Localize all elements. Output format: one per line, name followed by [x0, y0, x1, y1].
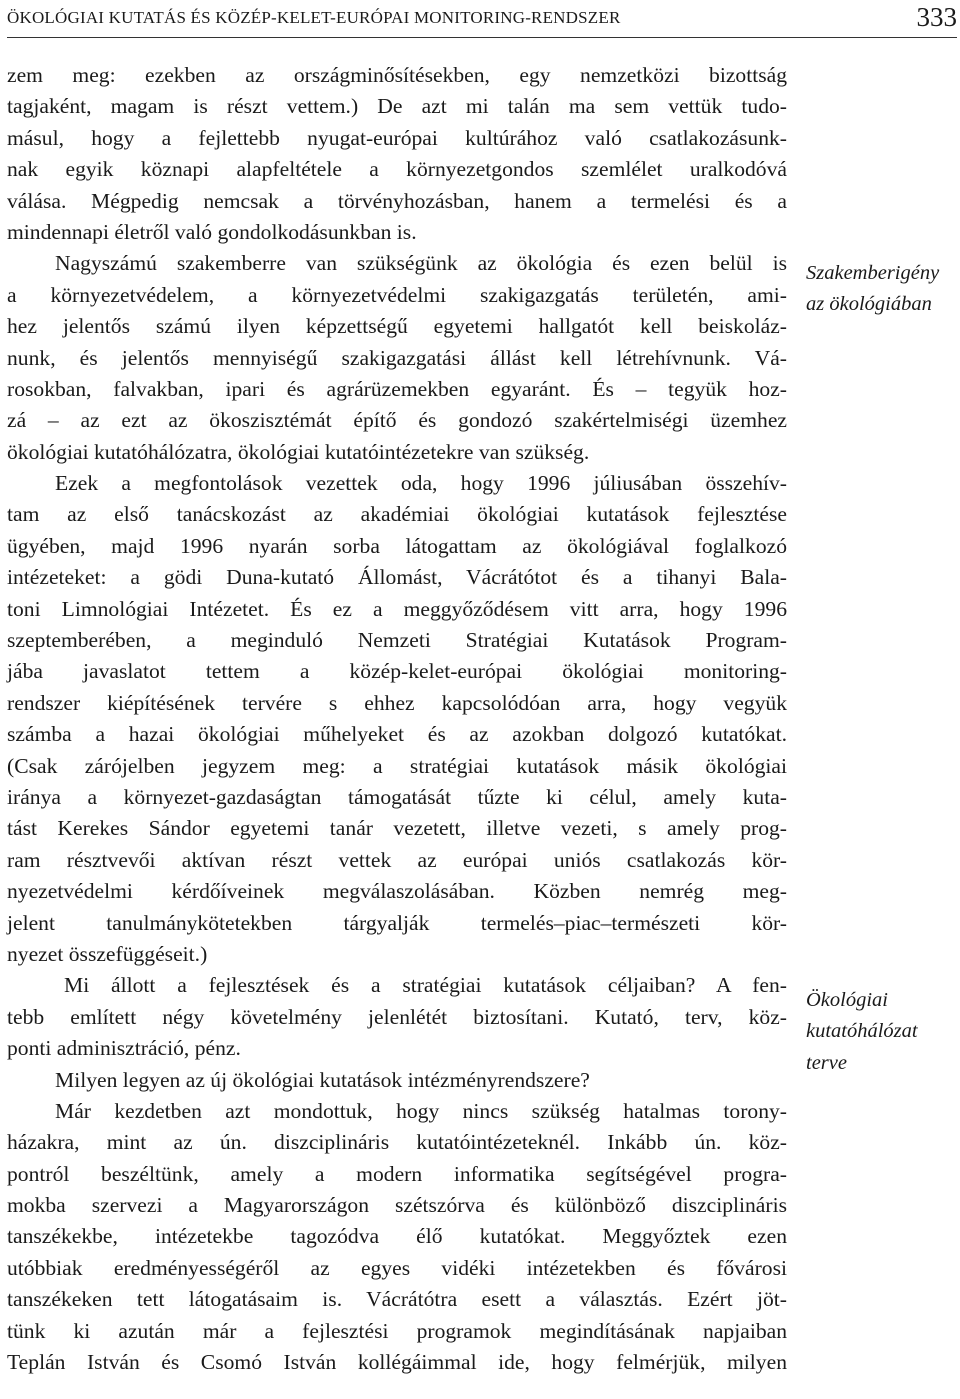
- text-line: zem meg: ezekben az országminősítésekben, egy nemzetközi bizottság: [7, 63, 787, 87]
- text-line: Ezek a megfontolások vezettek oda, hogy 1996 júliusában összehív-: [55, 471, 787, 496]
- running-head: ÖKOLÓGIAI KUTATÁS ÉS KÖZÉP-KELET-EURÓPAI MONITORING-RENDSZER: [7, 8, 621, 27]
- text-line: házakra, mint az ún. diszciplináris kutatóintézeteknél. Inkább ún. köz-: [7, 1130, 787, 1155]
- text-line: hez jelentős számú ilyen képzettségű egyetemi hallgatót kell beiskoláz-: [7, 314, 787, 339]
- text-line: mokba szervezi a Magyarországon szétszórva és különböző diszciplináris: [7, 1193, 787, 1218]
- text-line: számba a hazai ökológiai műhelyeket és az azokban dolgozó kutatókat.: [7, 722, 787, 747]
- margin-note-line: Szakemberigény: [806, 262, 940, 284]
- text-line: iránya a környezet-gazdaságtan támogatását tűzte ki célul, amely kuta-: [7, 784, 787, 809]
- margin-note-line: az ökológiában: [806, 293, 932, 316]
- text-line: válása. Mégpedig nemcsak a törvényhozásban, hanem a termelési és a: [7, 188, 787, 213]
- text-line: tam az első tanácskozást az akadémiai ökológiai kutatások fejlesztése: [7, 502, 787, 527]
- text-line: Milyen legyen az új ökológiai kutatások intézményrendszere?: [55, 1067, 590, 1092]
- text-line: pontról beszéltünk, amely a modern informatika segítségével progra-: [7, 1161, 787, 1186]
- text-line: ökológiai kutatóhálózatra, ökológiai kutatóintézetekre van szükség.: [7, 439, 590, 464]
- text-line: Már kezdetben azt mondottuk, hogy nincs szükség hatalmas torony-: [55, 1098, 787, 1123]
- text-line: Mi állott a fejlesztések és a stratégiai kutatások céljaiban? A fen-: [64, 973, 787, 998]
- text-line: Nagyszámú szakemberre van szükségünk az ökológia és ezen belül is: [55, 251, 787, 276]
- text-line: ügyében, majd 1996 nyarán sorba látogattam az ökológiával foglalkozó: [7, 533, 787, 558]
- text-line: Teplán István és Csomó István kollégáimmal ide, hogy felmérjük, milyen: [7, 1350, 787, 1375]
- text-line: tagjaként, magam is részt vettem.) De azt mi talán ma sem vettük tudo-: [7, 94, 787, 119]
- text-line: másul, hogy a fejlettebb nyugat-európai kultúrához való csatlakozásunk-: [7, 125, 787, 150]
- text-line: tanszékekbe, intézetekbe tagozódva élő kutatókat. Meggyőztek ezen: [7, 1224, 787, 1249]
- margin-note-line: kutatóhálózat: [806, 1020, 918, 1043]
- text-line: tást Kerekes Sándor egyetemi tanár vezetett, illetve vezeti, s amely prog-: [7, 816, 787, 841]
- text-line: nyezetvédelmi kérdőíveinek megválaszolásában. Közben nemrég meg-: [7, 879, 787, 904]
- text-line: toni Limnológiai Intézetet. És ez a meggyőződésem vitt arra, hogy 1996: [7, 596, 787, 621]
- text-line: rosokban, falvakban, ipari és agrárüzemekben egyaránt. És – tegyük hoz-: [7, 376, 787, 401]
- text-line: jelent tanulmánykötetekben tárgyalják termelés–piac–természeti kör-: [7, 910, 787, 935]
- margin-note-expert-demand: [806, 258, 956, 321]
- text-line: tünk ki azután már a fejlesztési programok megindításának napjaiban: [7, 1318, 787, 1343]
- text-line: tanszékeken tett látogatásaim is. Vácrátótra esett a választás. Ezért jöt-: [7, 1287, 787, 1312]
- text-line: ponti adminisztráció, pénz.: [7, 1036, 241, 1061]
- margin-note-line: terve: [806, 1051, 847, 1074]
- text-line: zá – az ezt az ökoszisztémát építő és gondozó szakértelmiségi üzemhez: [7, 408, 787, 433]
- text-line: szeptemberében, a meginduló Nemzeti Stratégiai Kutatások Program-: [7, 628, 787, 653]
- text-line: a környezetvédelem, a környezetvédelmi szakigazgatás területén, ami-: [7, 282, 787, 307]
- text-line: rendszer kiépítésének tervére s ehhez kapcsolódóan arra, hogy vegyük: [7, 690, 787, 715]
- body-text: [7, 60, 787, 1378]
- text-line: nunk, és jelentős mennyiségű szakigazgatási állást kell létrehívnunk. Vá-: [7, 345, 787, 370]
- text-line: jába javaslatot tettem a közép-kelet-európai ökológiai monitoring-: [7, 659, 787, 684]
- header-rule: [7, 37, 957, 38]
- text-line: utóbbiak eredményességéről az egyes vidéki intézetekben és fővárosi: [7, 1255, 787, 1280]
- page-header: [7, 2, 957, 38]
- text-line: mindennapi életről való gondolkodásunkban is.: [7, 219, 417, 244]
- margin-note-research-network: [806, 985, 956, 1079]
- text-line: nyezet összefüggéseit.): [7, 941, 208, 966]
- text-line: intézeteket: a gödi Duna-kutató Állomást, Vácrátótot és a tihanyi Bala-: [7, 565, 787, 590]
- text-line: ram résztvevői aktívan részt vettek az európai uniós csatlakozás kör-: [7, 847, 787, 872]
- page-number: 333: [916, 2, 957, 32]
- text-line: (Csak zárójelben jegyzem meg: a stratégiai kutatások másik ökológiai: [7, 753, 787, 778]
- text-line: nak egyik köznapi alapfeltétele a környezetgondos szemlélet uralkodóvá: [7, 157, 787, 182]
- margin-note-line: Ökológiai: [806, 989, 888, 1011]
- text-line: tebb említett négy követelmény jelenlétét biztosítani. Kutató, terv, köz-: [7, 1004, 787, 1029]
